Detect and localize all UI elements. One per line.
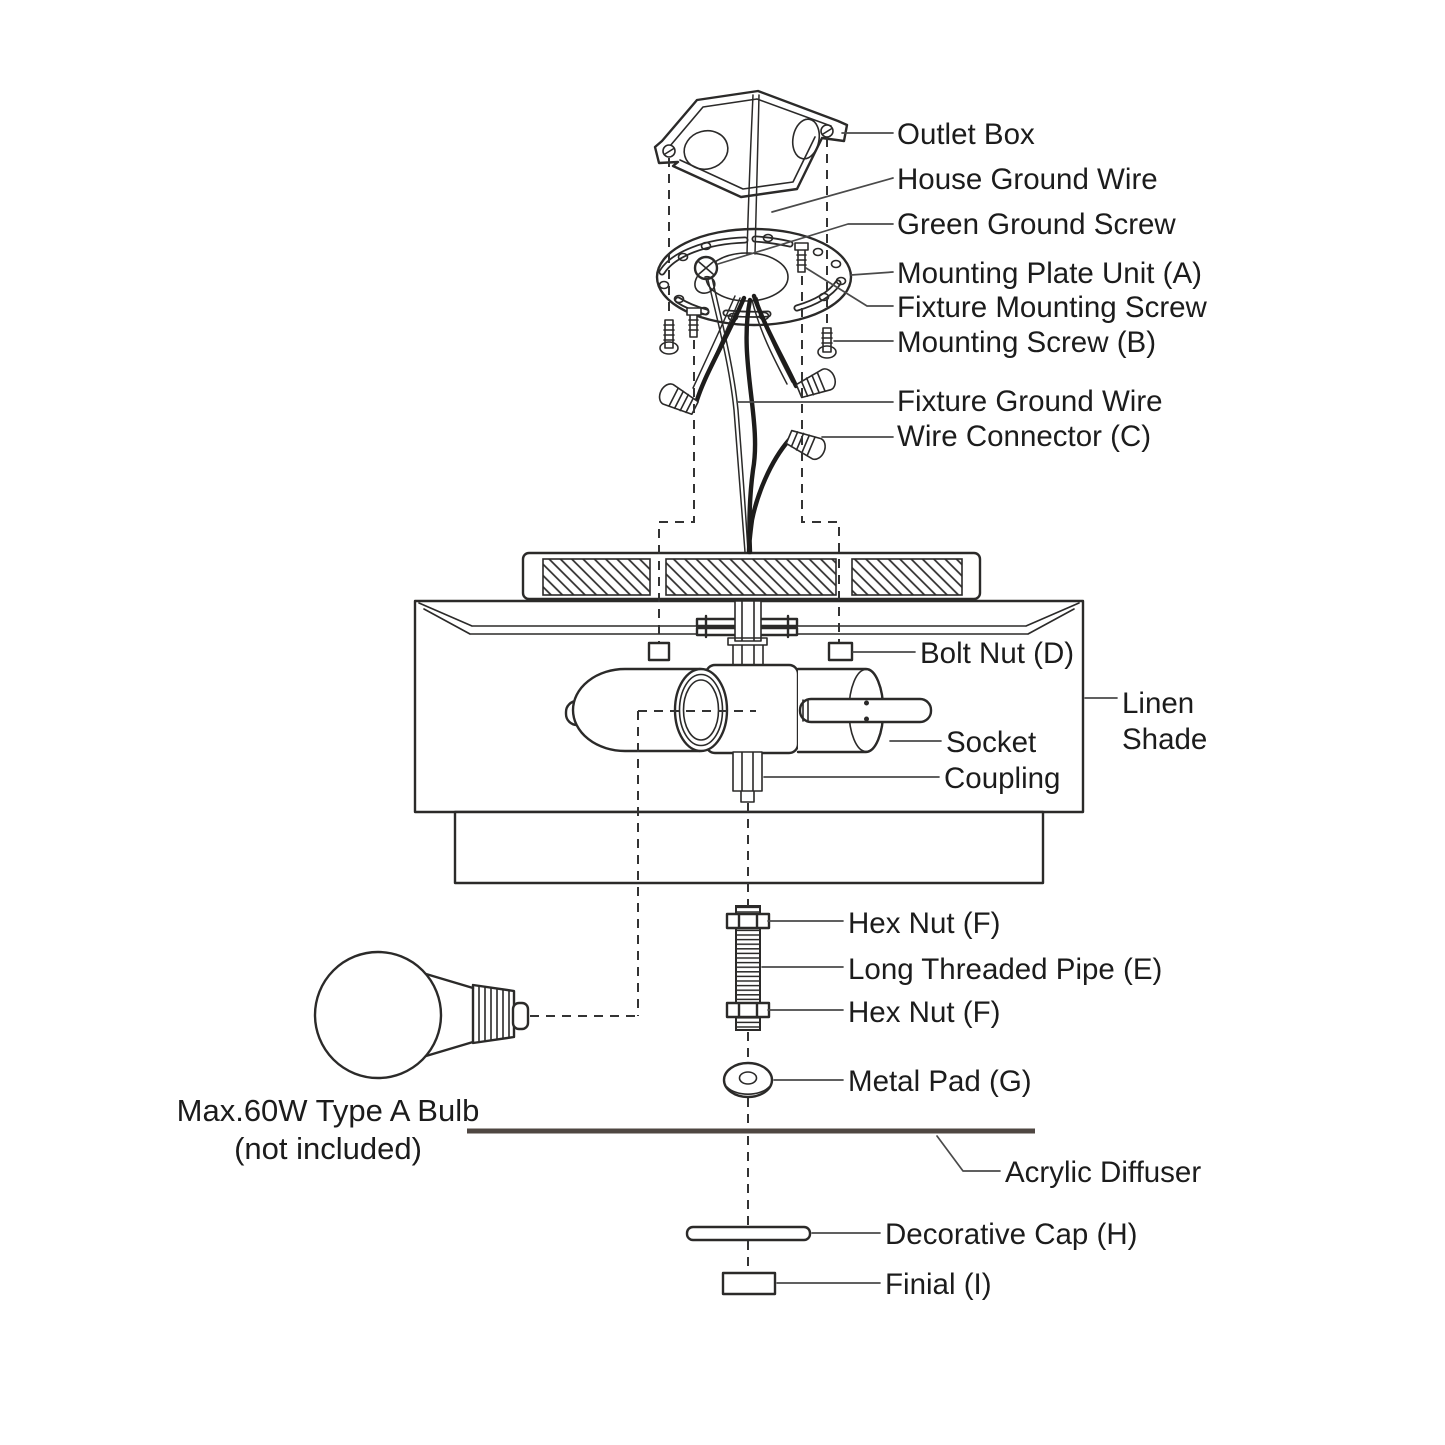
label-acrylic-diffuser: Acrylic Diffuser	[1005, 1156, 1202, 1189]
label-linen-shade-line2: Shade	[1122, 723, 1208, 756]
canopy-bar	[523, 553, 980, 599]
bulb-drawing	[315, 952, 528, 1078]
label-green-ground-screw: Green Ground Screw	[897, 208, 1176, 241]
label-hex-nut-top: Hex Nut (F)	[848, 907, 1001, 940]
label-mounting-plate-unit: Mounting Plate Unit (A)	[897, 257, 1202, 290]
metal-pad-hole	[740, 1072, 757, 1084]
label-bulb-note-line2: (not included)	[234, 1131, 422, 1166]
label-outlet-box: Outlet Box	[897, 118, 1035, 151]
label-mounting-screw: Mounting Screw (B)	[897, 326, 1157, 359]
label-finial: Finial (I)	[885, 1268, 992, 1301]
label-fixture-mounting-screw: Fixture Mounting Screw	[897, 291, 1207, 324]
canopy-hatch-middle	[666, 559, 836, 595]
label-long-threaded-pipe: Long Threaded Pipe (E)	[848, 953, 1163, 986]
bulb-tip	[513, 1003, 528, 1029]
threaded-pipe-group	[724, 906, 772, 1097]
fixture-mounting-screw-left	[687, 308, 701, 337]
hex-nut-bottom-shape	[727, 1003, 769, 1017]
wire-connector-right-bottom	[785, 427, 829, 462]
label-hex-nut-bottom: Hex Nut (F)	[848, 996, 1001, 1029]
canopy-hatch-left	[543, 559, 650, 595]
mounting-plate-drawing	[657, 229, 851, 358]
canopy-hatch-right	[852, 559, 962, 595]
label-fixture-ground-wire: Fixture Ground Wire	[897, 385, 1163, 418]
label-wire-connector: Wire Connector (C)	[897, 420, 1152, 453]
label-decorative-cap: Decorative Cap (H)	[885, 1218, 1138, 1251]
mounting-screw-b-left	[660, 320, 678, 354]
finial-shape	[723, 1273, 775, 1294]
mounting-screw-b-right	[818, 328, 836, 358]
connector-body	[785, 427, 829, 462]
label-coupling: Coupling	[944, 762, 1061, 795]
bulb-glass	[315, 952, 441, 1078]
label-bulb-note-line1: Max.60W Type A Bulb	[176, 1093, 480, 1128]
decorative-cap-shape	[687, 1227, 810, 1240]
label-socket: Socket	[946, 726, 1037, 759]
label-linen-shade-line1: Linen	[1122, 687, 1195, 720]
label-house-ground-wire: House Ground Wire	[897, 163, 1158, 196]
label-bolt-nut: Bolt Nut (D)	[920, 637, 1075, 670]
black-wires	[697, 296, 796, 552]
hex-nut-top-shape	[727, 914, 769, 928]
label-metal-pad: Metal Pad (G)	[848, 1065, 1032, 1098]
